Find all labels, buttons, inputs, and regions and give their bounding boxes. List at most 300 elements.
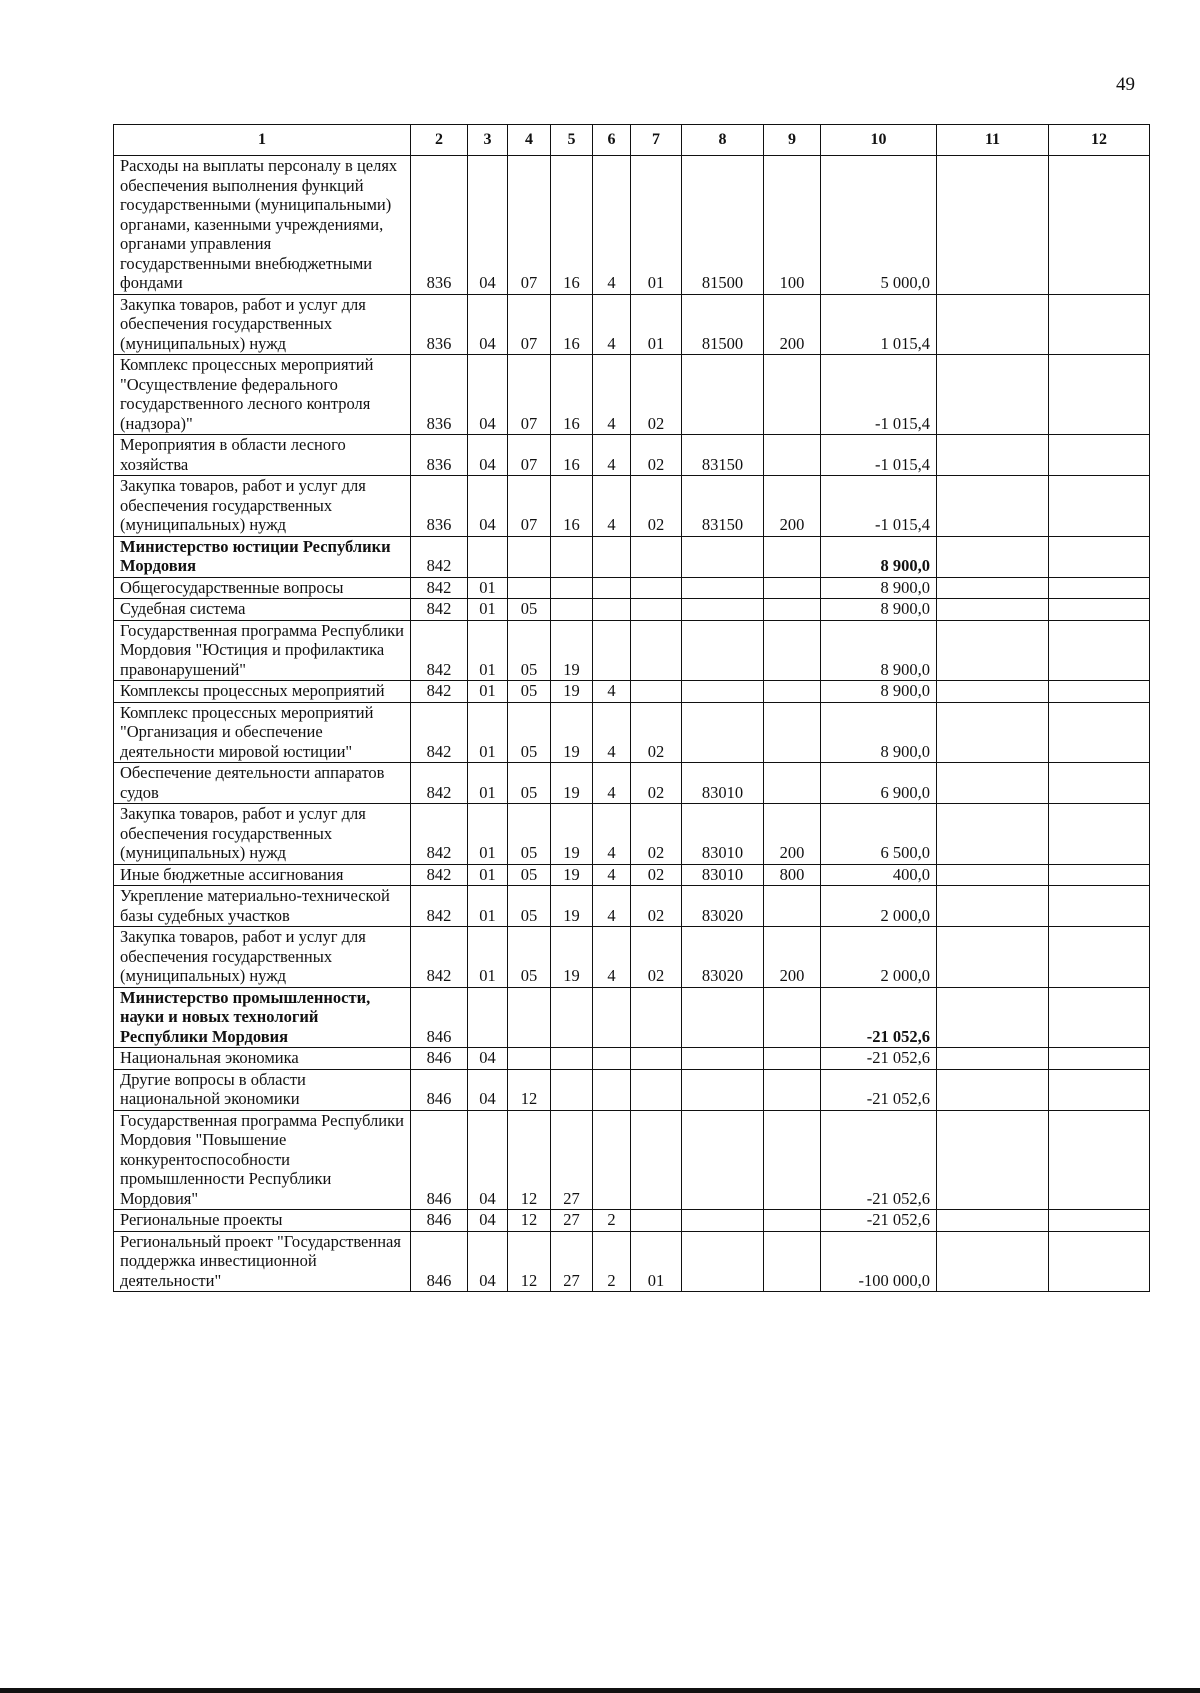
column-header: 5 xyxy=(551,125,593,156)
code-cell-7 xyxy=(631,599,682,621)
row-name-cell: Закупка товаров, работ и услуг для обеспечения государственных (муниципальных) нужд xyxy=(114,294,411,355)
row-name-cell: Региональный проект "Государственная поддержка инвестиционной деятельности" xyxy=(114,1231,411,1292)
row-name-cell: Иные бюджетные ассигнования xyxy=(114,864,411,886)
column-header: 12 xyxy=(1049,125,1150,156)
table-row xyxy=(114,681,1150,703)
code-cell-2: 846 xyxy=(411,1048,468,1070)
code-cell-4: 05 xyxy=(508,864,551,886)
code-cell-7: 02 xyxy=(631,435,682,476)
column-header: 2 xyxy=(411,125,468,156)
amount-cell: 2 000,0 xyxy=(821,927,937,988)
code-cell-2: 842 xyxy=(411,681,468,703)
code-cell-7 xyxy=(631,1048,682,1070)
code-cell-7: 02 xyxy=(631,355,682,435)
amount-cell: 8 900,0 xyxy=(821,702,937,763)
code-cell-5: 19 xyxy=(551,620,593,681)
code-cell-2: 846 xyxy=(411,1210,468,1232)
code-cell-2: 842 xyxy=(411,804,468,865)
scan-edge-line xyxy=(0,1688,1200,1693)
amount-cell: 5 000,0 xyxy=(821,156,937,295)
code-cell-9 xyxy=(764,763,821,804)
table-row xyxy=(114,620,1150,681)
code-cell-5: 16 xyxy=(551,435,593,476)
code-cell-11 xyxy=(937,864,1049,886)
code-cell-6: 4 xyxy=(593,681,631,703)
code-cell-12 xyxy=(1049,294,1150,355)
table-row xyxy=(114,927,1150,988)
code-cell-3: 01 xyxy=(468,702,508,763)
code-cell-4: 12 xyxy=(508,1110,551,1210)
code-cell-3: 04 xyxy=(468,1048,508,1070)
code-cell-8: 83020 xyxy=(682,927,764,988)
table-row xyxy=(114,702,1150,763)
code-cell-5: 19 xyxy=(551,886,593,927)
code-cell-9 xyxy=(764,536,821,577)
row-name-cell: Укрепление материально-технической базы судебных участков xyxy=(114,886,411,927)
table-row xyxy=(114,763,1150,804)
code-cell-6: 4 xyxy=(593,927,631,988)
code-cell-9 xyxy=(764,1048,821,1070)
table-row xyxy=(114,886,1150,927)
row-name-cell: Государственная программа Республики Мордовия "Юстиция и профилактика правонарушений" xyxy=(114,620,411,681)
code-cell-6: 2 xyxy=(593,1231,631,1292)
code-cell-4 xyxy=(508,987,551,1048)
code-cell-3: 01 xyxy=(468,577,508,599)
code-cell-8 xyxy=(682,1210,764,1232)
code-cell-4: 07 xyxy=(508,435,551,476)
row-name-cell: Комплексы процессных мероприятий xyxy=(114,681,411,703)
code-cell-6 xyxy=(593,1069,631,1110)
code-cell-3: 04 xyxy=(468,1231,508,1292)
code-cell-9 xyxy=(764,681,821,703)
amount-cell: 8 900,0 xyxy=(821,620,937,681)
column-header: 4 xyxy=(508,125,551,156)
code-cell-6 xyxy=(593,599,631,621)
code-cell-6: 4 xyxy=(593,435,631,476)
code-cell-5 xyxy=(551,987,593,1048)
code-cell-8 xyxy=(682,577,764,599)
code-cell-5 xyxy=(551,1048,593,1070)
code-cell-11 xyxy=(937,702,1049,763)
code-cell-2: 842 xyxy=(411,927,468,988)
code-cell-5: 19 xyxy=(551,864,593,886)
code-cell-9 xyxy=(764,577,821,599)
code-cell-3: 04 xyxy=(468,294,508,355)
code-cell-5: 19 xyxy=(551,804,593,865)
code-cell-12 xyxy=(1049,702,1150,763)
table-row xyxy=(114,294,1150,355)
code-cell-8: 81500 xyxy=(682,156,764,295)
code-cell-12 xyxy=(1049,476,1150,537)
code-cell-9 xyxy=(764,987,821,1048)
code-cell-5: 16 xyxy=(551,294,593,355)
table-body xyxy=(114,156,1150,1292)
code-cell-7 xyxy=(631,1210,682,1232)
code-cell-6: 2 xyxy=(593,1210,631,1232)
code-cell-6: 4 xyxy=(593,702,631,763)
code-cell-5: 27 xyxy=(551,1210,593,1232)
column-header: 11 xyxy=(937,125,1049,156)
code-cell-4: 12 xyxy=(508,1231,551,1292)
budget-table xyxy=(113,124,1150,1292)
table-row xyxy=(114,476,1150,537)
code-cell-6 xyxy=(593,620,631,681)
code-cell-9 xyxy=(764,702,821,763)
code-cell-11 xyxy=(937,1069,1049,1110)
code-cell-12 xyxy=(1049,763,1150,804)
code-cell-5: 19 xyxy=(551,763,593,804)
amount-cell: -21 052,6 xyxy=(821,987,937,1048)
code-cell-7 xyxy=(631,620,682,681)
code-cell-2: 846 xyxy=(411,1110,468,1210)
code-cell-8 xyxy=(682,1231,764,1292)
code-cell-3: 01 xyxy=(468,620,508,681)
code-cell-9: 100 xyxy=(764,156,821,295)
code-cell-2: 842 xyxy=(411,886,468,927)
code-cell-8: 83020 xyxy=(682,886,764,927)
code-cell-12 xyxy=(1049,1231,1150,1292)
code-cell-3 xyxy=(468,536,508,577)
table-row xyxy=(114,156,1150,295)
amount-cell: -1 015,4 xyxy=(821,355,937,435)
row-name-cell: Обеспечение деятельности аппаратов судов xyxy=(114,763,411,804)
amount-cell: -21 052,6 xyxy=(821,1210,937,1232)
code-cell-4: 05 xyxy=(508,681,551,703)
code-cell-12 xyxy=(1049,886,1150,927)
code-cell-8 xyxy=(682,355,764,435)
code-cell-3: 04 xyxy=(468,1069,508,1110)
amount-cell: -1 015,4 xyxy=(821,476,937,537)
code-cell-8 xyxy=(682,536,764,577)
code-cell-8 xyxy=(682,702,764,763)
table-row xyxy=(114,987,1150,1048)
code-cell-3: 01 xyxy=(468,804,508,865)
page-number: 49 xyxy=(1116,74,1135,95)
code-cell-6: 4 xyxy=(593,156,631,295)
code-cell-5: 16 xyxy=(551,476,593,537)
code-cell-8 xyxy=(682,681,764,703)
code-cell-9 xyxy=(764,435,821,476)
code-cell-5: 19 xyxy=(551,702,593,763)
code-cell-12 xyxy=(1049,536,1150,577)
code-cell-4 xyxy=(508,1048,551,1070)
amount-cell: 1 015,4 xyxy=(821,294,937,355)
code-cell-9: 200 xyxy=(764,804,821,865)
code-cell-8: 83010 xyxy=(682,864,764,886)
code-cell-5 xyxy=(551,577,593,599)
amount-cell: 2 000,0 xyxy=(821,886,937,927)
code-cell-3: 04 xyxy=(468,476,508,537)
code-cell-12 xyxy=(1049,804,1150,865)
code-cell-2: 846 xyxy=(411,1231,468,1292)
code-cell-11 xyxy=(937,1231,1049,1292)
code-cell-5 xyxy=(551,599,593,621)
code-cell-3: 01 xyxy=(468,681,508,703)
code-cell-2: 842 xyxy=(411,702,468,763)
code-cell-8: 83010 xyxy=(682,763,764,804)
code-cell-9 xyxy=(764,1069,821,1110)
code-cell-4: 05 xyxy=(508,886,551,927)
code-cell-8 xyxy=(682,1110,764,1210)
code-cell-7 xyxy=(631,536,682,577)
table-row xyxy=(114,355,1150,435)
code-cell-11 xyxy=(937,987,1049,1048)
code-cell-6 xyxy=(593,1048,631,1070)
code-cell-3: 01 xyxy=(468,599,508,621)
code-cell-12 xyxy=(1049,599,1150,621)
code-cell-12 xyxy=(1049,987,1150,1048)
column-header: 9 xyxy=(764,125,821,156)
code-cell-6: 4 xyxy=(593,476,631,537)
code-cell-4: 12 xyxy=(508,1069,551,1110)
code-cell-11 xyxy=(937,927,1049,988)
code-cell-12 xyxy=(1049,927,1150,988)
code-cell-2: 842 xyxy=(411,599,468,621)
row-name-cell: Национальная экономика xyxy=(114,1048,411,1070)
code-cell-11 xyxy=(937,1110,1049,1210)
code-cell-7: 01 xyxy=(631,1231,682,1292)
code-cell-3: 01 xyxy=(468,864,508,886)
code-cell-11 xyxy=(937,536,1049,577)
code-cell-2: 842 xyxy=(411,620,468,681)
code-cell-6 xyxy=(593,536,631,577)
code-cell-9: 200 xyxy=(764,476,821,537)
code-cell-4 xyxy=(508,577,551,599)
table-row xyxy=(114,804,1150,865)
code-cell-6: 4 xyxy=(593,355,631,435)
table-row xyxy=(114,864,1150,886)
amount-cell: -21 052,6 xyxy=(821,1069,937,1110)
row-name-cell: Министерство промышленности, науки и новых технологий Республики Мордовия xyxy=(114,987,411,1048)
code-cell-11 xyxy=(937,681,1049,703)
code-cell-7: 02 xyxy=(631,804,682,865)
code-cell-12 xyxy=(1049,577,1150,599)
table-row xyxy=(114,1069,1150,1110)
table-row xyxy=(114,1048,1150,1070)
code-cell-7: 01 xyxy=(631,156,682,295)
column-header: 10 xyxy=(821,125,937,156)
column-header: 3 xyxy=(468,125,508,156)
code-cell-12 xyxy=(1049,1048,1150,1070)
code-cell-2: 836 xyxy=(411,476,468,537)
code-cell-3: 04 xyxy=(468,355,508,435)
code-cell-4: 12 xyxy=(508,1210,551,1232)
code-cell-5 xyxy=(551,1069,593,1110)
amount-cell: -21 052,6 xyxy=(821,1110,937,1210)
table-row xyxy=(114,1231,1150,1292)
code-cell-6 xyxy=(593,1110,631,1210)
code-cell-7: 02 xyxy=(631,864,682,886)
code-cell-9: 200 xyxy=(764,927,821,988)
code-cell-3: 04 xyxy=(468,1110,508,1210)
code-cell-9 xyxy=(764,620,821,681)
code-cell-5: 19 xyxy=(551,681,593,703)
code-cell-3 xyxy=(468,987,508,1048)
amount-cell: 400,0 xyxy=(821,864,937,886)
code-cell-8: 83010 xyxy=(682,804,764,865)
code-cell-12 xyxy=(1049,681,1150,703)
code-cell-6: 4 xyxy=(593,804,631,865)
code-cell-4: 05 xyxy=(508,763,551,804)
code-cell-4: 07 xyxy=(508,476,551,537)
code-cell-8 xyxy=(682,620,764,681)
column-header: 8 xyxy=(682,125,764,156)
code-cell-11 xyxy=(937,1048,1049,1070)
code-cell-2: 836 xyxy=(411,294,468,355)
code-cell-8 xyxy=(682,599,764,621)
code-cell-5: 27 xyxy=(551,1110,593,1210)
amount-cell: 6 500,0 xyxy=(821,804,937,865)
table-row xyxy=(114,577,1150,599)
row-name-cell: Закупка товаров, работ и услуг для обеспечения государственных (муниципальных) нужд xyxy=(114,476,411,537)
code-cell-2: 836 xyxy=(411,355,468,435)
code-cell-7: 02 xyxy=(631,886,682,927)
code-cell-9 xyxy=(764,1110,821,1210)
code-cell-11 xyxy=(937,599,1049,621)
code-cell-12 xyxy=(1049,156,1150,295)
code-cell-5: 27 xyxy=(551,1231,593,1292)
code-cell-4: 07 xyxy=(508,156,551,295)
code-cell-11 xyxy=(937,355,1049,435)
code-cell-11 xyxy=(937,435,1049,476)
code-cell-2: 842 xyxy=(411,763,468,804)
code-cell-7 xyxy=(631,987,682,1048)
code-cell-7: 01 xyxy=(631,294,682,355)
amount-cell: 8 900,0 xyxy=(821,577,937,599)
table-row xyxy=(114,1210,1150,1232)
amount-cell: 8 900,0 xyxy=(821,681,937,703)
code-cell-12 xyxy=(1049,355,1150,435)
code-cell-11 xyxy=(937,886,1049,927)
code-cell-2: 846 xyxy=(411,1069,468,1110)
amount-cell: 8 900,0 xyxy=(821,536,937,577)
code-cell-7: 02 xyxy=(631,476,682,537)
code-cell-3: 01 xyxy=(468,927,508,988)
code-cell-6 xyxy=(593,987,631,1048)
code-cell-6 xyxy=(593,577,631,599)
code-cell-9 xyxy=(764,1210,821,1232)
amount-cell: -100 000,0 xyxy=(821,1231,937,1292)
code-cell-12 xyxy=(1049,864,1150,886)
code-cell-7: 02 xyxy=(631,927,682,988)
code-cell-7 xyxy=(631,1069,682,1110)
code-cell-2: 842 xyxy=(411,577,468,599)
row-name-cell: Общегосударственные вопросы xyxy=(114,577,411,599)
code-cell-11 xyxy=(937,476,1049,537)
column-header: 6 xyxy=(593,125,631,156)
code-cell-11 xyxy=(937,294,1049,355)
code-cell-9 xyxy=(764,886,821,927)
code-cell-9 xyxy=(764,1231,821,1292)
row-name-cell: Другие вопросы в области национальной экономики xyxy=(114,1069,411,1110)
code-cell-12 xyxy=(1049,435,1150,476)
code-cell-7 xyxy=(631,681,682,703)
code-cell-4: 07 xyxy=(508,294,551,355)
code-cell-11 xyxy=(937,577,1049,599)
row-name-cell: Закупка товаров, работ и услуг для обеспечения государственных (муниципальных) нужд xyxy=(114,927,411,988)
code-cell-2: 842 xyxy=(411,864,468,886)
code-cell-4: 07 xyxy=(508,355,551,435)
code-cell-5: 16 xyxy=(551,156,593,295)
row-name-cell: Министерство юстиции Республики Мордовия xyxy=(114,536,411,577)
code-cell-8 xyxy=(682,1048,764,1070)
code-cell-7 xyxy=(631,577,682,599)
column-header: 1 xyxy=(114,125,411,156)
code-cell-8 xyxy=(682,987,764,1048)
code-cell-9: 200 xyxy=(764,294,821,355)
code-cell-3: 01 xyxy=(468,886,508,927)
code-cell-3: 04 xyxy=(468,1210,508,1232)
code-cell-8: 81500 xyxy=(682,294,764,355)
code-cell-5 xyxy=(551,536,593,577)
row-name-cell: Закупка товаров, работ и услуг для обеспечения государственных (муниципальных) нужд xyxy=(114,804,411,865)
code-cell-11 xyxy=(937,156,1049,295)
code-cell-12 xyxy=(1049,1210,1150,1232)
code-cell-2: 846 xyxy=(411,987,468,1048)
code-cell-9 xyxy=(764,599,821,621)
code-cell-4: 05 xyxy=(508,804,551,865)
row-name-cell: Расходы на выплаты персоналу в целях обеспечения выполнения функций государственными (муниципальными) органами, казенными учреждениями, органами управления государственными внебюджетными фондами xyxy=(114,156,411,295)
amount-cell: -21 052,6 xyxy=(821,1048,937,1070)
table-row xyxy=(114,1110,1150,1210)
code-cell-4: 05 xyxy=(508,620,551,681)
code-cell-9 xyxy=(764,355,821,435)
code-cell-2: 836 xyxy=(411,435,468,476)
row-name-cell: Комплекс процессных мероприятий "Организация и обеспечение деятельности мировой юстиции" xyxy=(114,702,411,763)
code-cell-9: 800 xyxy=(764,864,821,886)
column-header: 7 xyxy=(631,125,682,156)
code-cell-8: 83150 xyxy=(682,435,764,476)
row-name-cell: Мероприятия в области лесного хозяйства xyxy=(114,435,411,476)
code-cell-12 xyxy=(1049,620,1150,681)
code-cell-4: 05 xyxy=(508,599,551,621)
row-name-cell: Комплекс процессных мероприятий "Осуществление федерального государственного лесного контроля (надзора)" xyxy=(114,355,411,435)
code-cell-5: 16 xyxy=(551,355,593,435)
table-row xyxy=(114,599,1150,621)
code-cell-4 xyxy=(508,536,551,577)
amount-cell: -1 015,4 xyxy=(821,435,937,476)
code-cell-2: 836 xyxy=(411,156,468,295)
code-cell-4: 05 xyxy=(508,702,551,763)
code-cell-3: 04 xyxy=(468,156,508,295)
code-cell-6: 4 xyxy=(593,864,631,886)
code-cell-12 xyxy=(1049,1110,1150,1210)
row-name-cell: Государственная программа Республики Мордовия "Повышение конкурентоспособности промышленности Республики Мордовия" xyxy=(114,1110,411,1210)
code-cell-7: 02 xyxy=(631,702,682,763)
code-cell-12 xyxy=(1049,1069,1150,1110)
header-row xyxy=(114,125,1150,156)
code-cell-7: 02 xyxy=(631,763,682,804)
table-row xyxy=(114,536,1150,577)
code-cell-11 xyxy=(937,763,1049,804)
code-cell-6: 4 xyxy=(593,294,631,355)
row-name-cell: Региональные проекты xyxy=(114,1210,411,1232)
row-name-cell: Судебная система xyxy=(114,599,411,621)
code-cell-3: 01 xyxy=(468,763,508,804)
code-cell-11 xyxy=(937,804,1049,865)
code-cell-2: 842 xyxy=(411,536,468,577)
code-cell-8: 83150 xyxy=(682,476,764,537)
code-cell-5: 19 xyxy=(551,927,593,988)
amount-cell: 8 900,0 xyxy=(821,599,937,621)
table-row xyxy=(114,435,1150,476)
code-cell-6: 4 xyxy=(593,886,631,927)
code-cell-7 xyxy=(631,1110,682,1210)
code-cell-8 xyxy=(682,1069,764,1110)
amount-cell: 6 900,0 xyxy=(821,763,937,804)
code-cell-3: 04 xyxy=(468,435,508,476)
code-cell-4: 05 xyxy=(508,927,551,988)
